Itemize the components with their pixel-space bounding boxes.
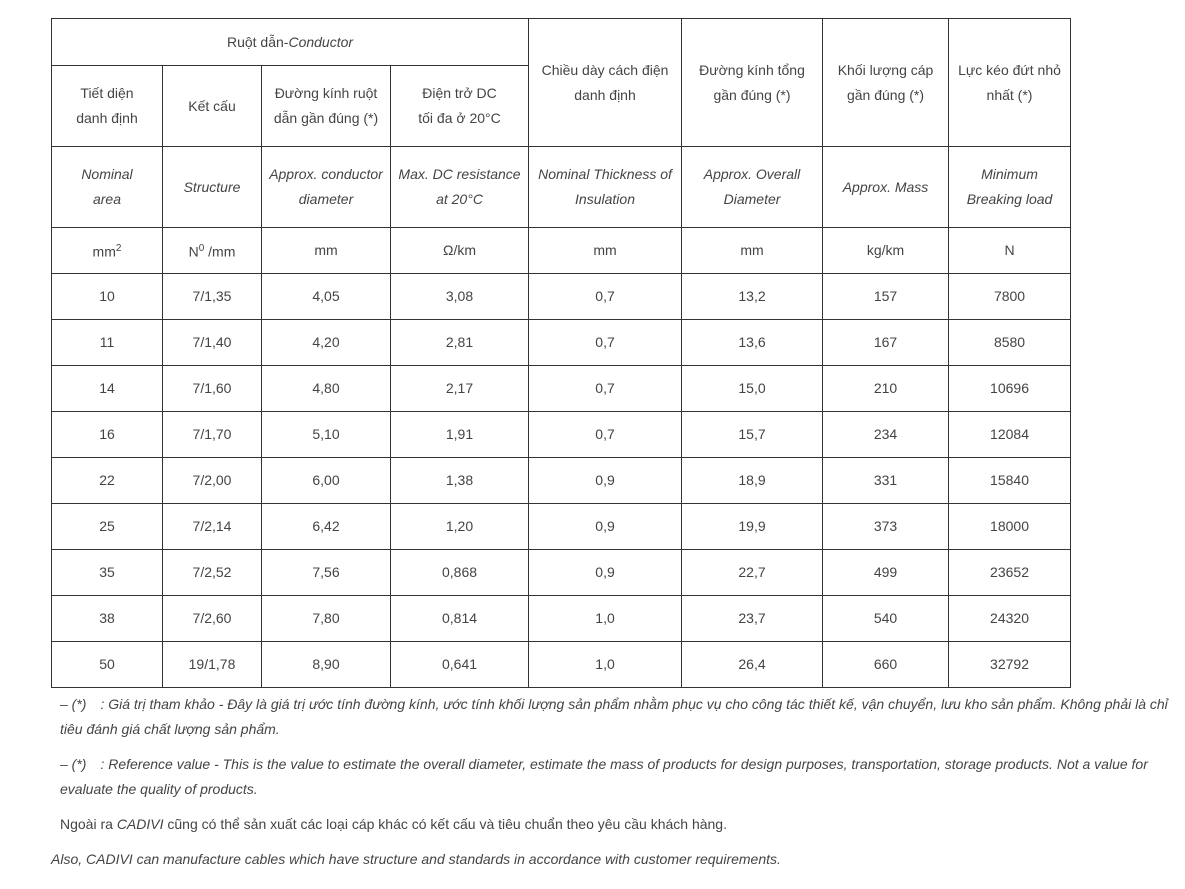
table-row [52, 550, 1071, 596]
conductor-group-header [52, 19, 529, 66]
header-line: Kết cấu [188, 97, 236, 114]
table-cell: 10 [52, 274, 163, 320]
cadivi-vi-before: Ngoài ra [60, 816, 117, 832]
unit-superscript: 0 [198, 243, 205, 255]
unit-superscript: 2 [115, 243, 122, 255]
unit-text: mm [593, 242, 617, 258]
table-cell: 7800 [949, 274, 1071, 320]
header-line: danh định [574, 86, 636, 103]
table-row [52, 596, 1071, 642]
header-line: Điện trở DC [422, 85, 497, 101]
header-line: area [92, 191, 122, 207]
table-row [52, 458, 1071, 504]
header-line: at 20°C [436, 191, 483, 207]
table-cell: 23652 [949, 550, 1071, 596]
header-line: gần đúng (*) [713, 86, 791, 103]
table-cell: 331 [823, 458, 949, 504]
unit-text: N [188, 243, 199, 260]
header-vi-cell [682, 19, 823, 147]
table-cell: 7/2,60 [163, 596, 262, 642]
header-line: Insulation [575, 191, 635, 207]
table-cell: 35 [52, 550, 163, 596]
reference-note-vi [60, 692, 1172, 742]
table-cell: 234 [823, 412, 949, 458]
unit-text: mm [92, 243, 116, 260]
table-cell: 50 [52, 642, 163, 688]
unit-row [52, 228, 1071, 274]
header-vi-cell [823, 19, 949, 147]
header-vi-cell [163, 66, 262, 147]
note-vi-text: : Giá trị tham khảo - Đây là giá trị ước tính đường kính, ước tính khối lượng sản phẩm nhằm phục vụ cho công tác thiết kế, vận chuyển, lưu kho sản phẩm. Không phải là chỉ tiêu đánh giá chất lượng sản phẩm. [60, 696, 1168, 737]
unit-cell [823, 228, 949, 274]
table-cell: 24320 [949, 596, 1071, 642]
table-cell: 38 [52, 596, 163, 642]
table-cell: 1,38 [391, 458, 529, 504]
header-en-cell [949, 147, 1071, 228]
header-line: Structure [183, 178, 241, 195]
header-line: Breaking load [966, 191, 1053, 207]
table-cell: 660 [823, 642, 949, 688]
table-cell: 0,814 [391, 596, 529, 642]
cadivi-brand: CADIVI [116, 816, 164, 832]
table-cell: 25 [52, 504, 163, 550]
header-line: Tiết diện [80, 85, 134, 101]
table-cell: 8,90 [262, 642, 391, 688]
table-cell: 0,7 [529, 412, 682, 458]
header-line: Minimum [981, 166, 1038, 182]
cable-spec-table [51, 18, 1071, 688]
table-row [52, 320, 1071, 366]
table-cell: 0,7 [529, 320, 682, 366]
unit-cell [163, 228, 262, 274]
table-cell: 7/2,52 [163, 550, 262, 596]
table-cell: 499 [823, 550, 949, 596]
table-cell: 32792 [949, 642, 1071, 688]
header-line: gần đúng (*) [846, 86, 925, 103]
header-en-cell [529, 147, 682, 228]
unit-cell [391, 228, 529, 274]
table-cell: 7,56 [262, 550, 391, 596]
table-cell: 2,81 [391, 320, 529, 366]
table-cell: 1,20 [391, 504, 529, 550]
table-cell: 0,9 [529, 550, 682, 596]
table-cell: 4,20 [262, 320, 391, 366]
table-cell: 22,7 [682, 550, 823, 596]
table-row [52, 642, 1071, 688]
table-cell: 7/1,40 [163, 320, 262, 366]
table-cell: 14 [52, 366, 163, 412]
cadivi-note-vi [60, 812, 727, 837]
table-cell: 18,9 [682, 458, 823, 504]
note-en-prefix: – (*) [60, 756, 87, 772]
header-vi-cell [949, 19, 1071, 147]
unit-suffix: /mm [204, 243, 236, 260]
header-line: danh định [76, 110, 138, 126]
table-cell: 23,7 [682, 596, 823, 642]
table-cell: 7/1,35 [163, 274, 262, 320]
table-cell: 167 [823, 320, 949, 366]
header-line: Khối lượng cáp [837, 61, 934, 78]
unit-text: N [1004, 242, 1015, 258]
header-en-cell [682, 147, 823, 228]
table-cell: 7/2,00 [163, 458, 262, 504]
table-cell: 0,7 [529, 366, 682, 412]
table-cell: 1,0 [529, 642, 682, 688]
unit-text: mm [314, 242, 338, 258]
header-line: Approx. Overall [703, 166, 801, 182]
conductor-group-en: Conductor [288, 33, 354, 50]
cadivi-note-en: Also, CADIVI can manufacture cables which have structure and standards in accordance with customer requirements. [51, 851, 781, 867]
header-vi-cell [262, 66, 391, 147]
table-cell: 7,80 [262, 596, 391, 642]
table-cell: 10696 [949, 366, 1071, 412]
table-row [52, 366, 1071, 412]
header-line: Approx. conductor [269, 166, 383, 182]
table-cell: 1,0 [529, 596, 682, 642]
header-line: Đường kính ruột [274, 85, 378, 101]
header-line: Max. DC resistance [398, 166, 521, 182]
header-line: dẫn gần đúng (*) [273, 110, 379, 126]
table-cell: 0,9 [529, 504, 682, 550]
header-vi-cell [52, 66, 163, 147]
table-cell: 0,868 [391, 550, 529, 596]
table-cell: 0,641 [391, 642, 529, 688]
header-line: Đường kính tổng [699, 61, 805, 78]
note-en-text: : Reference value - This is the value to estimate the overall diameter, estimate the mass of products for design purposes, transportation, storage products. Not a value for evaluate the quality of products. [60, 756, 1148, 797]
header-line: Chiều dày cách điện [541, 61, 669, 78]
header-line: Lực kéo đứt nhỏ [958, 61, 1061, 78]
table-cell: 5,10 [262, 412, 391, 458]
note-vi-prefix: – (*) [60, 696, 87, 712]
table-cell: 11 [52, 320, 163, 366]
unit-cell [52, 228, 163, 274]
table-cell: 0,7 [529, 274, 682, 320]
table-cell: 26,4 [682, 642, 823, 688]
table-cell: 7/1,60 [163, 366, 262, 412]
conductor-group-vi: Ruột dẫn- [226, 33, 289, 50]
table-cell: 4,05 [262, 274, 391, 320]
table-cell: 19/1,78 [163, 642, 262, 688]
header-line: Diameter [723, 191, 781, 207]
unit-text: mm [740, 242, 764, 258]
unit-cell [529, 228, 682, 274]
table-cell: 373 [823, 504, 949, 550]
table-cell: 6,42 [262, 504, 391, 550]
unit-cell [949, 228, 1071, 274]
table-cell: 0,9 [529, 458, 682, 504]
table-cell: 7/2,14 [163, 504, 262, 550]
header-line: tối đa ở 20°C [418, 110, 501, 126]
cadivi-vi-after: cũng có thể sản xuất các loại cáp khác có kết cấu và tiêu chuẩn theo yêu cầu khách hàng. [163, 816, 727, 832]
header-line: Approx. Mass [842, 178, 929, 195]
reference-note-en [60, 752, 1172, 802]
table-cell: 15,7 [682, 412, 823, 458]
table-cell: 15,0 [682, 366, 823, 412]
header-row-en [52, 147, 1071, 228]
header-line: Nominal Thickness of [538, 166, 672, 182]
unit-text: Ω/km [442, 242, 477, 258]
header-line: nhất (*) [986, 86, 1033, 103]
header-en-cell [823, 147, 949, 228]
table-cell: 1,91 [391, 412, 529, 458]
unit-text: kg/km [866, 242, 905, 258]
table-cell: 22 [52, 458, 163, 504]
table-cell: 7/1,70 [163, 412, 262, 458]
table-cell: 15840 [949, 458, 1071, 504]
table-cell: 16 [52, 412, 163, 458]
table-cell: 8580 [949, 320, 1071, 366]
table-row [52, 274, 1071, 320]
table-cell: 13,2 [682, 274, 823, 320]
header-en-cell [391, 147, 529, 228]
header-line: Nominal [81, 166, 133, 182]
table-cell: 12084 [949, 412, 1071, 458]
header-en-cell [262, 147, 391, 228]
unit-cell [682, 228, 823, 274]
table-cell: 3,08 [391, 274, 529, 320]
table-cell: 18000 [949, 504, 1071, 550]
header-row-group [52, 19, 1071, 66]
table-cell: 210 [823, 366, 949, 412]
table-cell: 13,6 [682, 320, 823, 366]
header-vi-cell [391, 66, 529, 147]
header-en-cell [52, 147, 163, 228]
table-row [52, 412, 1071, 458]
table-cell: 4,80 [262, 366, 391, 412]
table-cell: 157 [823, 274, 949, 320]
header-line: diameter [298, 191, 354, 207]
table-cell: 540 [823, 596, 949, 642]
table-row [52, 504, 1071, 550]
header-vi-cell [529, 19, 682, 147]
header-en-cell [163, 147, 262, 228]
table-cell: 2,17 [391, 366, 529, 412]
table-cell: 6,00 [262, 458, 391, 504]
table-cell: 19,9 [682, 504, 823, 550]
unit-cell [262, 228, 391, 274]
